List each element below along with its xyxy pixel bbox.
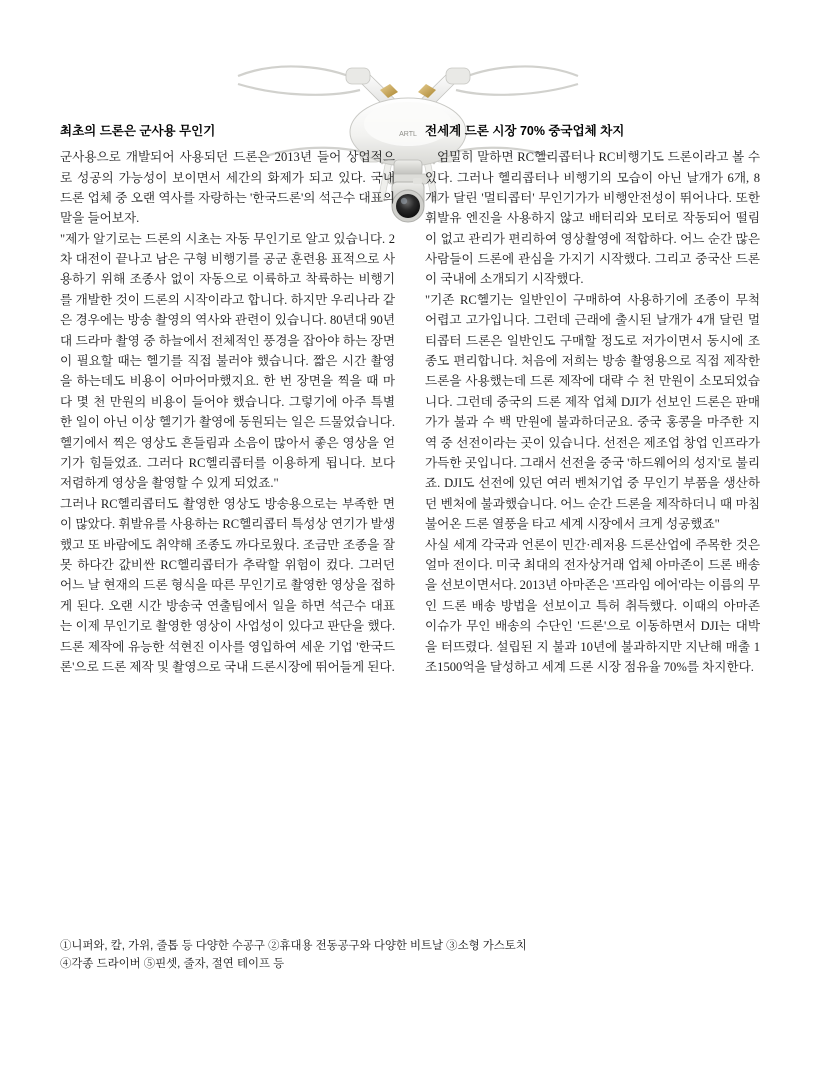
left-column [60,122,395,677]
right-column [425,122,760,677]
footnotes [60,938,760,973]
drone-body-label: ARTL [399,131,417,138]
footnote-line-1: ①니퍼와, 칼, 가위, 줄톱 등 다양한 수공구 ②휴대용 전동공구와 다양한 비트날 ③소형 가스토치 [60,940,527,952]
right-paragraph-3: 사실 세계 각국과 언론이 민간·레저용 드론산업에 주목한 것은 얼마 전이다. 미국 최대의 전자상거래 업체 아마존이 드론 배송을 선보이면서다. 2013년 아마존은 '프라임 에어'라는 이름의 무인 드론 배송 방법을 선보이고 특허 취득했다. 이때의 아마존 이슈가 무인 배송의 수단인 '드론'으로 이동하면서 DJI는 대박을 터뜨렸다. 설립된 지 불과 10년에 불과하지만 지난해 매출 1조1500억을 달성하고 세계 드론 시장 점유율 70%를 차지한다. [425,537,760,674]
left-paragraph-3: 그러나 RC헬리콥터도 촬영한 영상도 방송용으로는 부족한 면이 많았다. 휘발유를 사용하는 RC헬리콥터 특성상 연기가 발생했고 또 바람에도 취약해 조종도 까다로웠다. 조금만 조종을 잘못 하다간 값비싼 RC헬리콥터가 추락할 위험이 컸다. 그러던 어느 날 현재의 드론 형식을 따른 무인기로 촬영한 영상을 접하게 된다. 오랜 시간 방송국 연출팀에서 일을 하면 석근수 대표는 이제 무인기로 촬영한 영상이 사업성이 있다고 판단을 했다. 드론 제작에 유능한 석현진 이사를 영입하여 세운 기업 '한국드론'으로 드론 제작 및 촬영으로 국내 드론시장에 뛰어들게 된다. [60,496,395,674]
footnote-line-2: ④각종 드라이버 ⑤핀셋, 줄자, 절연 테이프 등 [60,957,285,970]
left-paragraph-1: 군사용으로 개발되어 사용되던 드론은 2013년 들어 상업적으로 성공의 가능성이 보이면서 세간의 화제가 되고 있다. 국내 드론 업체 중 오랜 역사를 자랑하는 '한국드론'의 석근수 대표의 말을 들어보자. [60,150,395,226]
right-paragraph-1: 엄밀히 말하면 RC헬리콥터나 RC비행기도 드론이라고 볼 수 있다. 그러나 헬리콥터나 비행기의 모습이 아닌 날개가 6개, 8개가 달린 '멀티콥터' 무인기가가 비행안전성이 뛰어나다. 또한 휘발유 엔진을 사용하지 않고 배터리와 모터로 작동되어 떨림이 없고 관리가 편리하여 영상촬영에 적합하다. 어느 순간 많은 사람들이 드론에 관심을 가지기 시작했다. 그리고 중국산 드론이 국내에 소개되기 시작했다. [425,150,760,287]
right-paragraph-2: "기존 RC헬기는 일반인이 구매하여 사용하기에 조종이 무척 어렵고 고가입니다. 그런데 근래에 출시된 날개가 4개 달린 멀티콥터 드론은 일반인도 구매할 정도로 저가이면서 동시에 조종도 편리합니다. 처음에 저희는 방송 촬영용으로 직접 제작한 드론을 사용했는데 드론 제작에 대략 수 천 만원이 소모되었습니다. 그런데 중국의 드론 제작 업체 DJI가 선보인 드론은 판매가가 불과 수 백 만원에 불과하더군요. 중국 홍콩을 마주한 지역 중 선전이라는 곳이 있습니다. 선전은 제조업 창업 인프라가 가득한 곳입니다. 그래서 선전을 중국 '하드웨어의 성지'로 불리죠. DJI도 선전에 있던 여러 벤처기업 중 무인기 부품을 생산하던 벤처에 불과했습니다. 어느 순간 드론을 제작하더니 때 마침 불어온 드론 열풍을 타고 세계 시장에서 크게 성공했죠" [425,292,760,532]
left-paragraph-2: "제가 알기로는 드론의 시초는 자동 무인기로 알고 있습니다. 2차 대전이 끝나고 남은 구형 비행기를 공군 훈련용 표적으로 사용하기 위해 조종사 없이 자동으로 이륙하고 착륙하는 비행기를 개발한 것이 드론의 시작이라고 합니다. 하지만 우리나라 같은 경우에는 방송 촬영의 역사와 관련이 있습니다. 80년대 90년대 드라마 촬영 중 하늘에서 전체적인 풍경을 잡아야 하는 장면이 필요할 때는 헬기를 직접 불러야 했습니다. 짧은 시간 촬영을 하는데도 비용이 어마어마했지요. 한 번 장면을 찍을 때 마다 몇 천 만원의 비용이 들어야 했습니다. 그렇기에 아주 특별한 일이 아닌 이상 헬기가 촬영에 동원되는 일은 드물었습니다. 헬기에서 찍은 영상도 흔들림과 소음이 많아서 좋은 영상을 얻기가 힘들었죠. 그러다 RC헬리콥터를 이용하게 됩니다. 보다 저렴하게 영상을 촬영할 수 있게 되었죠." [60,231,395,491]
article-columns [60,122,760,677]
right-column-heading: 전세계 드론 시장 70% 중국업체 차지 [425,124,625,138]
left-column-heading: 최초의 드론은 군사용 무인기 [60,124,216,138]
